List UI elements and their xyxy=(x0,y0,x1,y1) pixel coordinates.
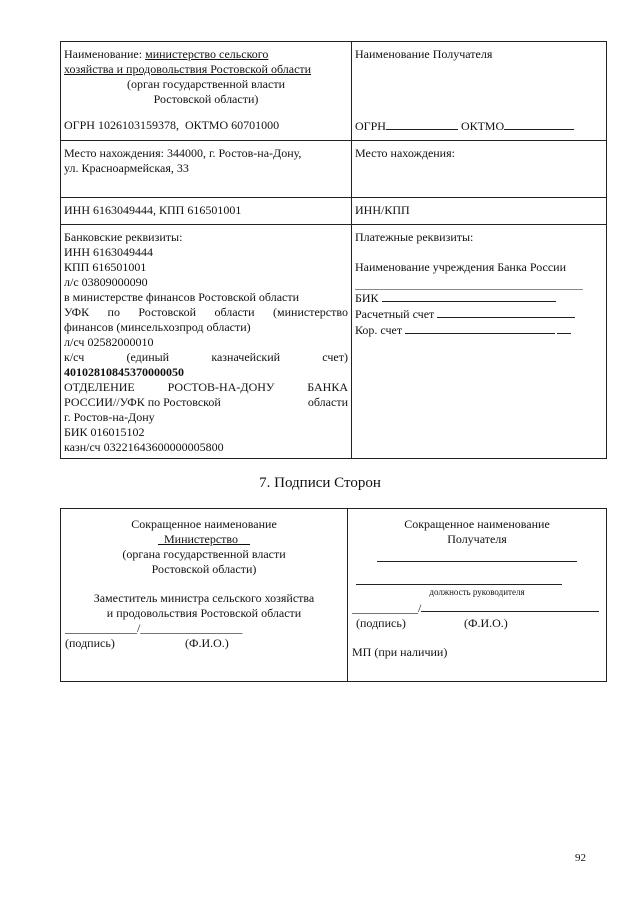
right-sign-captions: (подпись) (Ф.И.О.) xyxy=(356,616,508,630)
right-short-name-label: Сокращенное наименование xyxy=(404,517,550,531)
left-position2: и продовольствия Ростовской области xyxy=(106,606,302,620)
details-table xyxy=(60,41,607,459)
grantor-name-note1: (орган государственной власти xyxy=(126,77,285,91)
left-sign-captions: (подпись) (Ф.И.О.) xyxy=(65,636,229,650)
bank-ks-number: 40102810845370000050 xyxy=(64,365,184,379)
grantor-name-note2: Ростовской области) xyxy=(153,92,259,106)
recipient-inn-kpp-label: ИНН/КПП xyxy=(355,203,410,217)
pay-title: Платежные реквизиты: xyxy=(355,230,474,244)
left-note1: (органа государственной власти xyxy=(122,547,286,561)
grantor-name-part2: хозяйства и продовольствия Ростовской области xyxy=(64,62,312,76)
right-name-blank xyxy=(377,547,577,562)
bank-branch-line2: РОССИИ//УФК по Ростовской области xyxy=(64,395,348,409)
bank-name-blank xyxy=(355,275,583,290)
right-position-caption: должность руководителя xyxy=(429,587,525,597)
left-short-name-value: _Министерство__ xyxy=(158,532,250,546)
grantor-location-cell xyxy=(61,141,352,198)
page-number: 92 xyxy=(575,852,586,864)
grantor-inn-kpp: ИНН 6163049444, КПП 616501001 xyxy=(64,203,242,217)
bank-ufk-cont: финансов (минсельхозпрод области) xyxy=(64,320,251,334)
account-row: Расчетный счет xyxy=(355,306,603,322)
grantor-location-line1: Место нахождения: 344000, г. Ростов-на-Дону, xyxy=(64,146,302,160)
bik-row: БИК xyxy=(355,290,603,306)
bank-bik: БИК 016015102 xyxy=(64,425,145,439)
grantor-bank-cell xyxy=(61,225,352,459)
bank-title: Банковские реквизиты: xyxy=(64,230,183,244)
bank-city: г. Ростов-на-Дону xyxy=(64,410,155,424)
bank-ministry: в министерстве финансов Ростовской области xyxy=(64,290,300,304)
bank-ks-line: к/сч (единый казначейский счет) xyxy=(64,350,348,364)
recipient-ogrn-oktmo: ОГРН ОКТМО xyxy=(355,118,603,134)
grantor-signature-cell xyxy=(61,509,348,682)
recipient-signature-cell xyxy=(348,509,607,682)
bank-name-label: Наименование учреждения Банка России xyxy=(355,260,566,274)
recipient-bank-cell xyxy=(352,225,607,459)
right-stamp: МП (при наличии) xyxy=(352,645,448,659)
grantor-ogrn-oktmo: ОГРН 1026103159378, ОКТМО 60701000 xyxy=(64,118,280,132)
recipient-location-label: Место нахождения: xyxy=(355,146,455,160)
bank-treasury-account: казн/сч 03221643600000005800 xyxy=(64,440,224,454)
grantor-name-cell xyxy=(61,42,352,141)
bank-ls: л/с 03809000090 xyxy=(64,275,148,289)
left-short-name-label: Сокращенное наименование xyxy=(131,517,277,531)
left-sign-line: ____________/_________________ xyxy=(65,621,243,635)
grantor-location-line2: ул. Красноармейская, 33 xyxy=(64,161,189,175)
bank-ufk-line: УФК по Ростовской области (министерство xyxy=(64,305,348,319)
recipient-name-label: Наименование Получателя xyxy=(355,47,493,61)
name-label: Наименование: xyxy=(64,47,146,61)
grantor-name-part1: министерство сельского xyxy=(145,47,269,61)
left-position1: Заместитель министра сельского хозяйства xyxy=(93,591,315,605)
right-recipient-label: Получателя xyxy=(447,532,507,546)
bank-branch-line1: ОТДЕЛЕНИЕ РОСТОВ-НА-ДОНУ БАНКА xyxy=(64,380,348,394)
bank-ls2: л/сч 02582000010 xyxy=(64,335,154,349)
recipient-location-cell xyxy=(352,141,607,198)
bank-kpp: КПП 616501001 xyxy=(64,260,147,274)
bank-inn: ИНН 6163049444 xyxy=(64,245,153,259)
left-note2: Ростовской области) xyxy=(151,562,257,576)
signatures-table xyxy=(60,508,607,682)
corr-row: Кор. счет xyxy=(355,322,603,338)
grantor-inn-cell xyxy=(61,198,352,225)
right-sign-line: ___________/ xyxy=(352,600,602,616)
recipient-name-cell xyxy=(352,42,607,141)
recipient-inn-cell xyxy=(352,198,607,225)
right-position-blank xyxy=(356,562,562,585)
section-heading: 7. Подписи Сторон xyxy=(259,475,381,491)
